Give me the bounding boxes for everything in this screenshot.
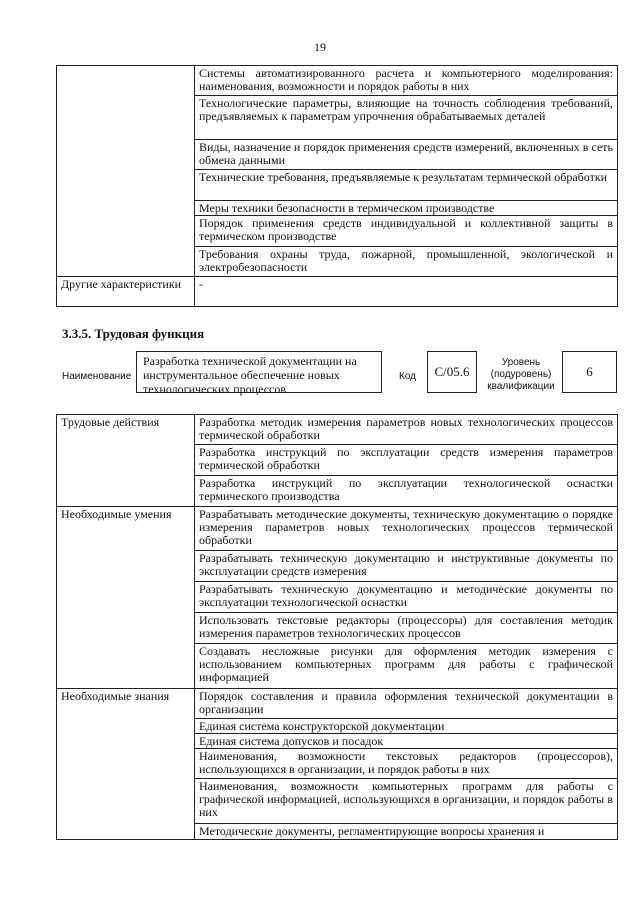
- knowledge-continuation-table: [56, 65, 618, 307]
- table-row: [57, 277, 618, 307]
- other-characteristics-label: Другие характеристики: [57, 277, 195, 307]
- code-label: Код: [399, 371, 417, 382]
- name-label: Наименование: [62, 371, 132, 382]
- knowledge-item: Порядок применения средств индивидуальной и коллективной защиты в термическом производстве: [195, 216, 618, 247]
- level-label: Уровень (подуровень) квалификации: [487, 357, 555, 392]
- table-row: [57, 66, 618, 96]
- skill-item: Использовать текстовые редакторы (процессоры) для составления методик измерения параметров технологических процессов: [195, 613, 618, 644]
- page-number: 19: [314, 40, 326, 54]
- knowledge-item: Технические требования, предъявляемые к результатам термической обработки: [195, 170, 618, 201]
- table-row: [57, 415, 618, 445]
- knowledge-item: Порядок составления и правила оформления технической документации в организации: [195, 689, 618, 719]
- table-row: [57, 689, 618, 719]
- knowledge-item: Виды, назначение и порядок применения средств измерений, включенных в сеть обмена данными: [195, 140, 618, 170]
- knowledge-item: Системы автоматизированного расчета и компьютерного моделирования: наименования, возможности и порядок работы в них: [195, 66, 618, 96]
- knowledge-item: Меры техники безопасности в термическом производстве: [195, 201, 618, 216]
- skills-label: Необходимые умения: [57, 507, 195, 689]
- level-box: [562, 351, 617, 393]
- knowledge-item: Единая система допусков и посадок: [195, 734, 618, 749]
- other-characteristics-value: -: [195, 277, 618, 307]
- function-name: Разработка технической документации на инструментальное обеспечение новых технологических процессов: [143, 354, 357, 396]
- skill-item: Разрабатывать техническую документацию и методические документы по эксплуатации технологической оснастки: [195, 582, 618, 613]
- code-value: C/05.6: [434, 364, 470, 379]
- knowledge-label: Необходимые знания: [57, 689, 195, 840]
- knowledge-item: Технологические параметры, влияющие на точность соблюдения требований, предъявляемых к параметрам упрочнения обрабатываемых деталей: [195, 96, 618, 140]
- skill-item: Разрабатывать техническую документацию и инструктивные документы по эксплуатации средств измерения: [195, 551, 618, 582]
- table-row: [57, 507, 618, 551]
- skill-item: Разрабатывать методические документы, техническую документацию о порядке измерения параметров новых технологических процессов термической обработки: [195, 507, 618, 551]
- labor-action-item: Разработка инструкций по эксплуатации технологической оснастки термического производства: [195, 476, 618, 507]
- section-title: 3.3.5. Трудовая функция: [62, 326, 205, 341]
- level-value: 6: [586, 364, 593, 379]
- knowledge-item: Требования охраны труда, пожарной, промышленной, экологической и электробезопасности: [195, 247, 618, 277]
- knowledge-item: Единая система конструкторской документации: [195, 719, 618, 734]
- knowledge-item: Наименования, возможности компьютерных программ для работы с графической информацией, использующихся в организации, и порядок работы в них: [195, 779, 618, 824]
- labor-action-item: Разработка методик измерения параметров новых технологических процессов термической обработки: [195, 415, 618, 445]
- skill-item: Создавать несложные рисунки для оформления методик измерения с использованием компьютерных программ для работы с графической информацией: [195, 644, 618, 689]
- empty-label-cell: [57, 66, 195, 277]
- knowledge-item: Наименования, возможности текстовых редакторов (процессоров), использующихся в организации, и порядок работы в них: [195, 749, 618, 779]
- labor-action-item: Разработка инструкций по эксплуатации средств измерения параметров термической обработки: [195, 445, 618, 476]
- function-name-box: [136, 351, 382, 396]
- knowledge-item: Методические документы, регламентирующие вопросы хранения и: [195, 824, 618, 840]
- code-box: [427, 351, 477, 393]
- labor-actions-label: Трудовые действия: [57, 415, 195, 507]
- labor-function-table: [56, 414, 618, 840]
